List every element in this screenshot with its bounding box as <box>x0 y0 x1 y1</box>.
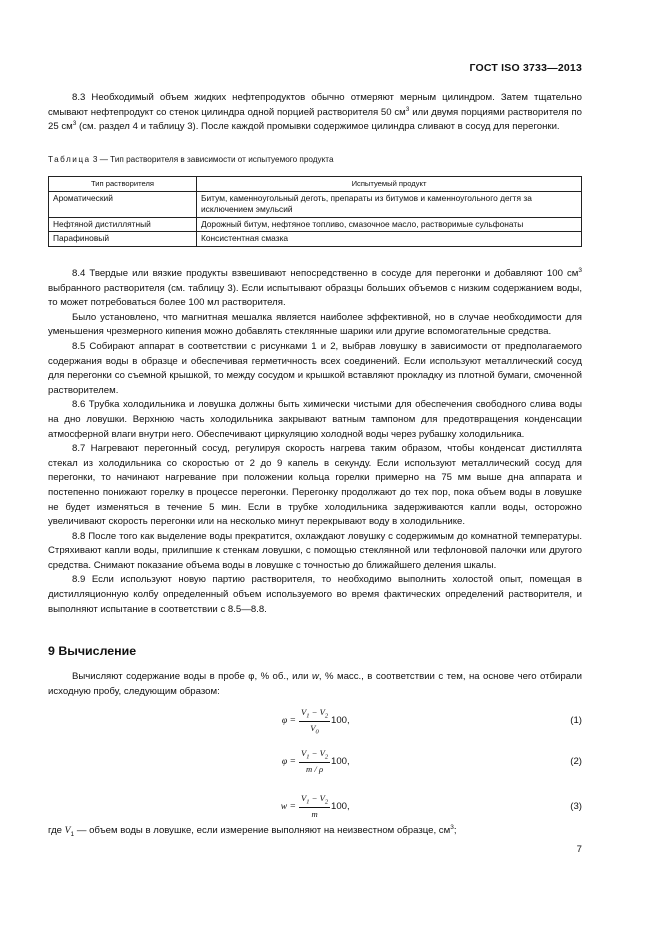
table-row <box>49 191 582 217</box>
equation-number: (1) <box>570 715 582 726</box>
table-cell: Парафиновый <box>49 232 197 247</box>
table-caption: Таблица 3 — Тип растворителя в зависимости от испытуемого продукта <box>48 155 334 164</box>
paragraph-8-3: 8.3 Необходимый объем жидких нефтепродуктов обычно отмеряют мерным цилиндром. Затем тщательно смывают нефтепродукт со стенок цилиндра одной порцией растворителя 50 $см^3$ или двумя порциями растворителя по 25 $см^3$ (см. раздел 4 и таблицу 3). После каждой промывки содержимое цилиндра сливают в сосуд для перегонки. <box>48 92 582 133</box>
fraction: $\frac{V_1 - V_2}{V_0}$ <box>301 707 329 736</box>
solvent-table <box>48 176 582 247</box>
table-row <box>49 217 582 232</box>
document-page: ГОСТ ISO 3733—2013 8.3 Необходимый объем жидких нефтепродуктов обычно отмеряют мерным цилиндром. Затем тщательно смывают нефтепродукт со стенок цилиндра одной порцией растворителя 50 $см^3$ или двумя порциями растворителя по 25 $см^3$ (см. раздел 4 и таблицу 3). После каждой промывки содержимое цилиндра сливают в сосуд для перегонки. Таблица 3 — Тип растворителя в зависимости от испытуемого продукта Тип растворителя Испытуемый продукт Ароматический Битум, каменноугольный деготь, препараты из битумов и каменноугольного дегтя за исключением эмульсий Нефтяной дистиллятный Дорожный битум, нефтяное топливо, смазочное масло, растворимые сульфонаты Парафиновый Консистентная смазка 8.4 Твердые или вязкие продукты взвешивают непосредственно в сосуде для перегонки и добавляют 100 $см^3$ выбранного растворителя (см. таблицу 3). Если испытывают образцы больших объемов с низким содержанием воды, то может потребоваться более 100 мл растворителя. Было установлено, что магнитная мешалка является наиболее эффективной, но в случае необходимости для уменьшения чрезмерного кипения можно добавлять стеклянные шарики или другие вспомогательные средства. 8.5 Собирают аппарат в соответствии с рисунками 1 и 2, выбрав ловушку в зависимости от предполагаемого содержания воды в образце и обеспечивая герметичность всех соединений. Если используют металлический сосуд для перегонки со съемной крышкой, то между сосудом и крышкой вставляют прокладку из плотной бумаги, смоченной растворителем. 8.6 Трубка холодильника и ловушка должны быть химически чистыми для обеспечения свободного слива воды на дно ловушки. Верхнюю часть холодильника закрывают ватным тампоном для предотвращения конденсации атмосферной влаги внутри него. Обеспечивают циркуляцию холодной воды через рубашку холодильника. 8.7 Нагревают перегонный сосуд, регулируя скорость нагрева таким образом, чтобы конденсат дистиллята стекал из холодильника со скоростью от 2 до 9 капель в секунду. Если используют металлический сосуд для перегонки, то начинают нагревание при положении кольца горелки примерно на 75 мм выше дна аппарата и постепенно понижают горелку в процессе перегонки. Перегонку продолжают до тех пор, пока объем воды в ловушке не будет изменяться в течение 5 мин. Если в трубке холодильника задерживаются капли воды, осторожно увеличивают скорость перегонки или на несколько минут перекрывают воду в холодильнике. 8.8 После того как выделение воды прекратится, охлаждают ловушку с содержимым до комнатной температуры. Стряхивают капли воды, прилипшие к стенкам ловушки, с помощью стеклянной или тефлоновой палочки или другого средства. Снимают показание объема воды в ловушке с точностью до ближайшего деления шкалы. 8.9 Если используют новую партию растворителя, то необходимо выполнить холостой опыт, помещая в дистилляционную колбу определенный объем используемого во время фактических определений растворителя, и выполняют испытание в соответствии с 8.5—8.8. 9 Вычисление Вычисляют содержание воды в пробе φ, % об., или w, % масс., в соответствии с тем, на основе чего отбирали исходную пробу, следующим образом: φ = $\frac{V_1 - V_2}{V_0}$ 100, (1) φ = $\frac{V_1 - V_2}{m / \rho}$ 100, (2) w = $\frac{V_1 - V_2}{m}$ 100, (3) где $V_1$ — объем воды в ловушке, если измерение выполняют на неизвестном образце, $см^3$; 7 <box>48 62 582 855</box>
equation-number: (3) <box>570 801 582 812</box>
fraction: $\frac{V_1 - V_2}{m}$ <box>301 793 329 819</box>
table-cell: Дорожный битум, нефтяное топливо, смазочное масло, растворимые сульфонаты <box>197 217 582 232</box>
variable-definition: где $V_1$ — объем воды в ловушке, если измерение выполняют на неизвестном образце, $см^3$; <box>48 824 457 838</box>
paragraph-8-4: 8.4 Твердые или вязкие продукты взвешивают непосредственно в сосуде для перегонки и добавляют 100 $см^3$ выбранного растворителя (см. таблицу 3). Если испытывают образцы больших объемов с низким содержанием воды, то может потребоваться более 100 мл растворителя. <box>48 267 582 309</box>
table-cell: Консистентная смазка <box>197 232 582 247</box>
paragraph-8-4-note: Было установлено, что магнитная мешалка является наиболее эффективной, но в случае необходимости для уменьшения чрезмерного кипения можно добавлять стеклянные шарики или другие вспомогательные средства. <box>48 311 582 338</box>
table-cell: Битум, каменноугольный деготь, препараты из битумов и каменноугольного дегтя за исключением эмульсий <box>197 191 582 217</box>
table-cell: Ароматический <box>49 191 197 217</box>
section-heading: 9 Вычисление <box>48 644 137 658</box>
paragraph-8-9: 8.9 Если используют новую партию растворителя, то необходимо выполнить холостой опыт, помещая в дистилляционную колбу определенный объем используемого во время фактических определений растворителя, и выполняют испытание в соответствии с 8.5—8.8. <box>48 574 582 615</box>
paragraph-8-7: 8.7 Нагревают перегонный сосуд, регулируя скорость нагрева таким образом, чтобы конденсат дистиллята стекал из холодильника со скоростью от 2 до 9 капель в секунду. Если используют металлический сосуд для перегонки, то начинают нагревание при положении кольца горелки примерно на 75 мм выше дна аппарата и постепенно понижают горелку в процессе перегонки. Перегонку продолжают до тех пор, пока объем воды в ловушке не будет изменяться в течение 5 мин. Если в трубке холодильника задерживаются капли воды, осторожно увеличивают скорость перегонки или на несколько минут перекрывают воду в холодильнике. <box>48 443 582 528</box>
table-header-row <box>49 177 582 192</box>
paragraph-8-5: 8.5 Собирают аппарат в соответствии с рисунками 1 и 2, выбрав ловушку в зависимости от предполагаемого содержания воды в образце и обеспечивая герметичность всех соединений. Если используют металлический сосуд для перегонки со съемной крышкой, то между сосудом и крышкой вставляют прокладку из плотной бумаги, смоченной растворителем. <box>48 340 582 396</box>
fraction: $\frac{V_1 - V_2}{m / \rho}$ <box>301 748 329 774</box>
paragraphs-8-4-to-8-9 <box>48 267 582 617</box>
paragraph-8-8: 8.8 После того как выделение воды прекратится, охлаждают ловушку с содержимым до комнатной температуры. Стряхивают капли воды, прилипшие к стенкам ловушки, с помощью стеклянной или тефлоновой палочки или другого средства. Снимают показание объема воды в ловушке с точностью до ближайшего деления шкалы. <box>48 530 582 571</box>
table-header-cell: Тип растворителя <box>49 177 197 192</box>
paragraph-8-6: 8.6 Трубка холодильника и ловушка должны быть химически чистыми для обеспечения свободного слива воды на дно ловушки. Верхнюю часть холодильника закрывают ватным тампоном для предотвращения конденсации атмосферной влаги внутри него. Обеспечивают циркуляцию холодной воды через рубашку холодильника. <box>48 399 582 440</box>
page-number: 7 <box>576 844 582 855</box>
table-row <box>49 232 582 247</box>
standard-header: ГОСТ ISO 3733—2013 <box>469 62 582 74</box>
table-header-cell: Испытуемый продукт <box>197 177 582 192</box>
table-cell: Нефтяной дистиллятный <box>49 217 197 232</box>
equation-number: (2) <box>570 756 582 767</box>
calc-intro: Вычисляют содержание воды в пробе φ, % об., или w, % масс., в соответствии с тем, на основе чего отбирали исходную пробу, следующим образом: <box>48 671 582 697</box>
